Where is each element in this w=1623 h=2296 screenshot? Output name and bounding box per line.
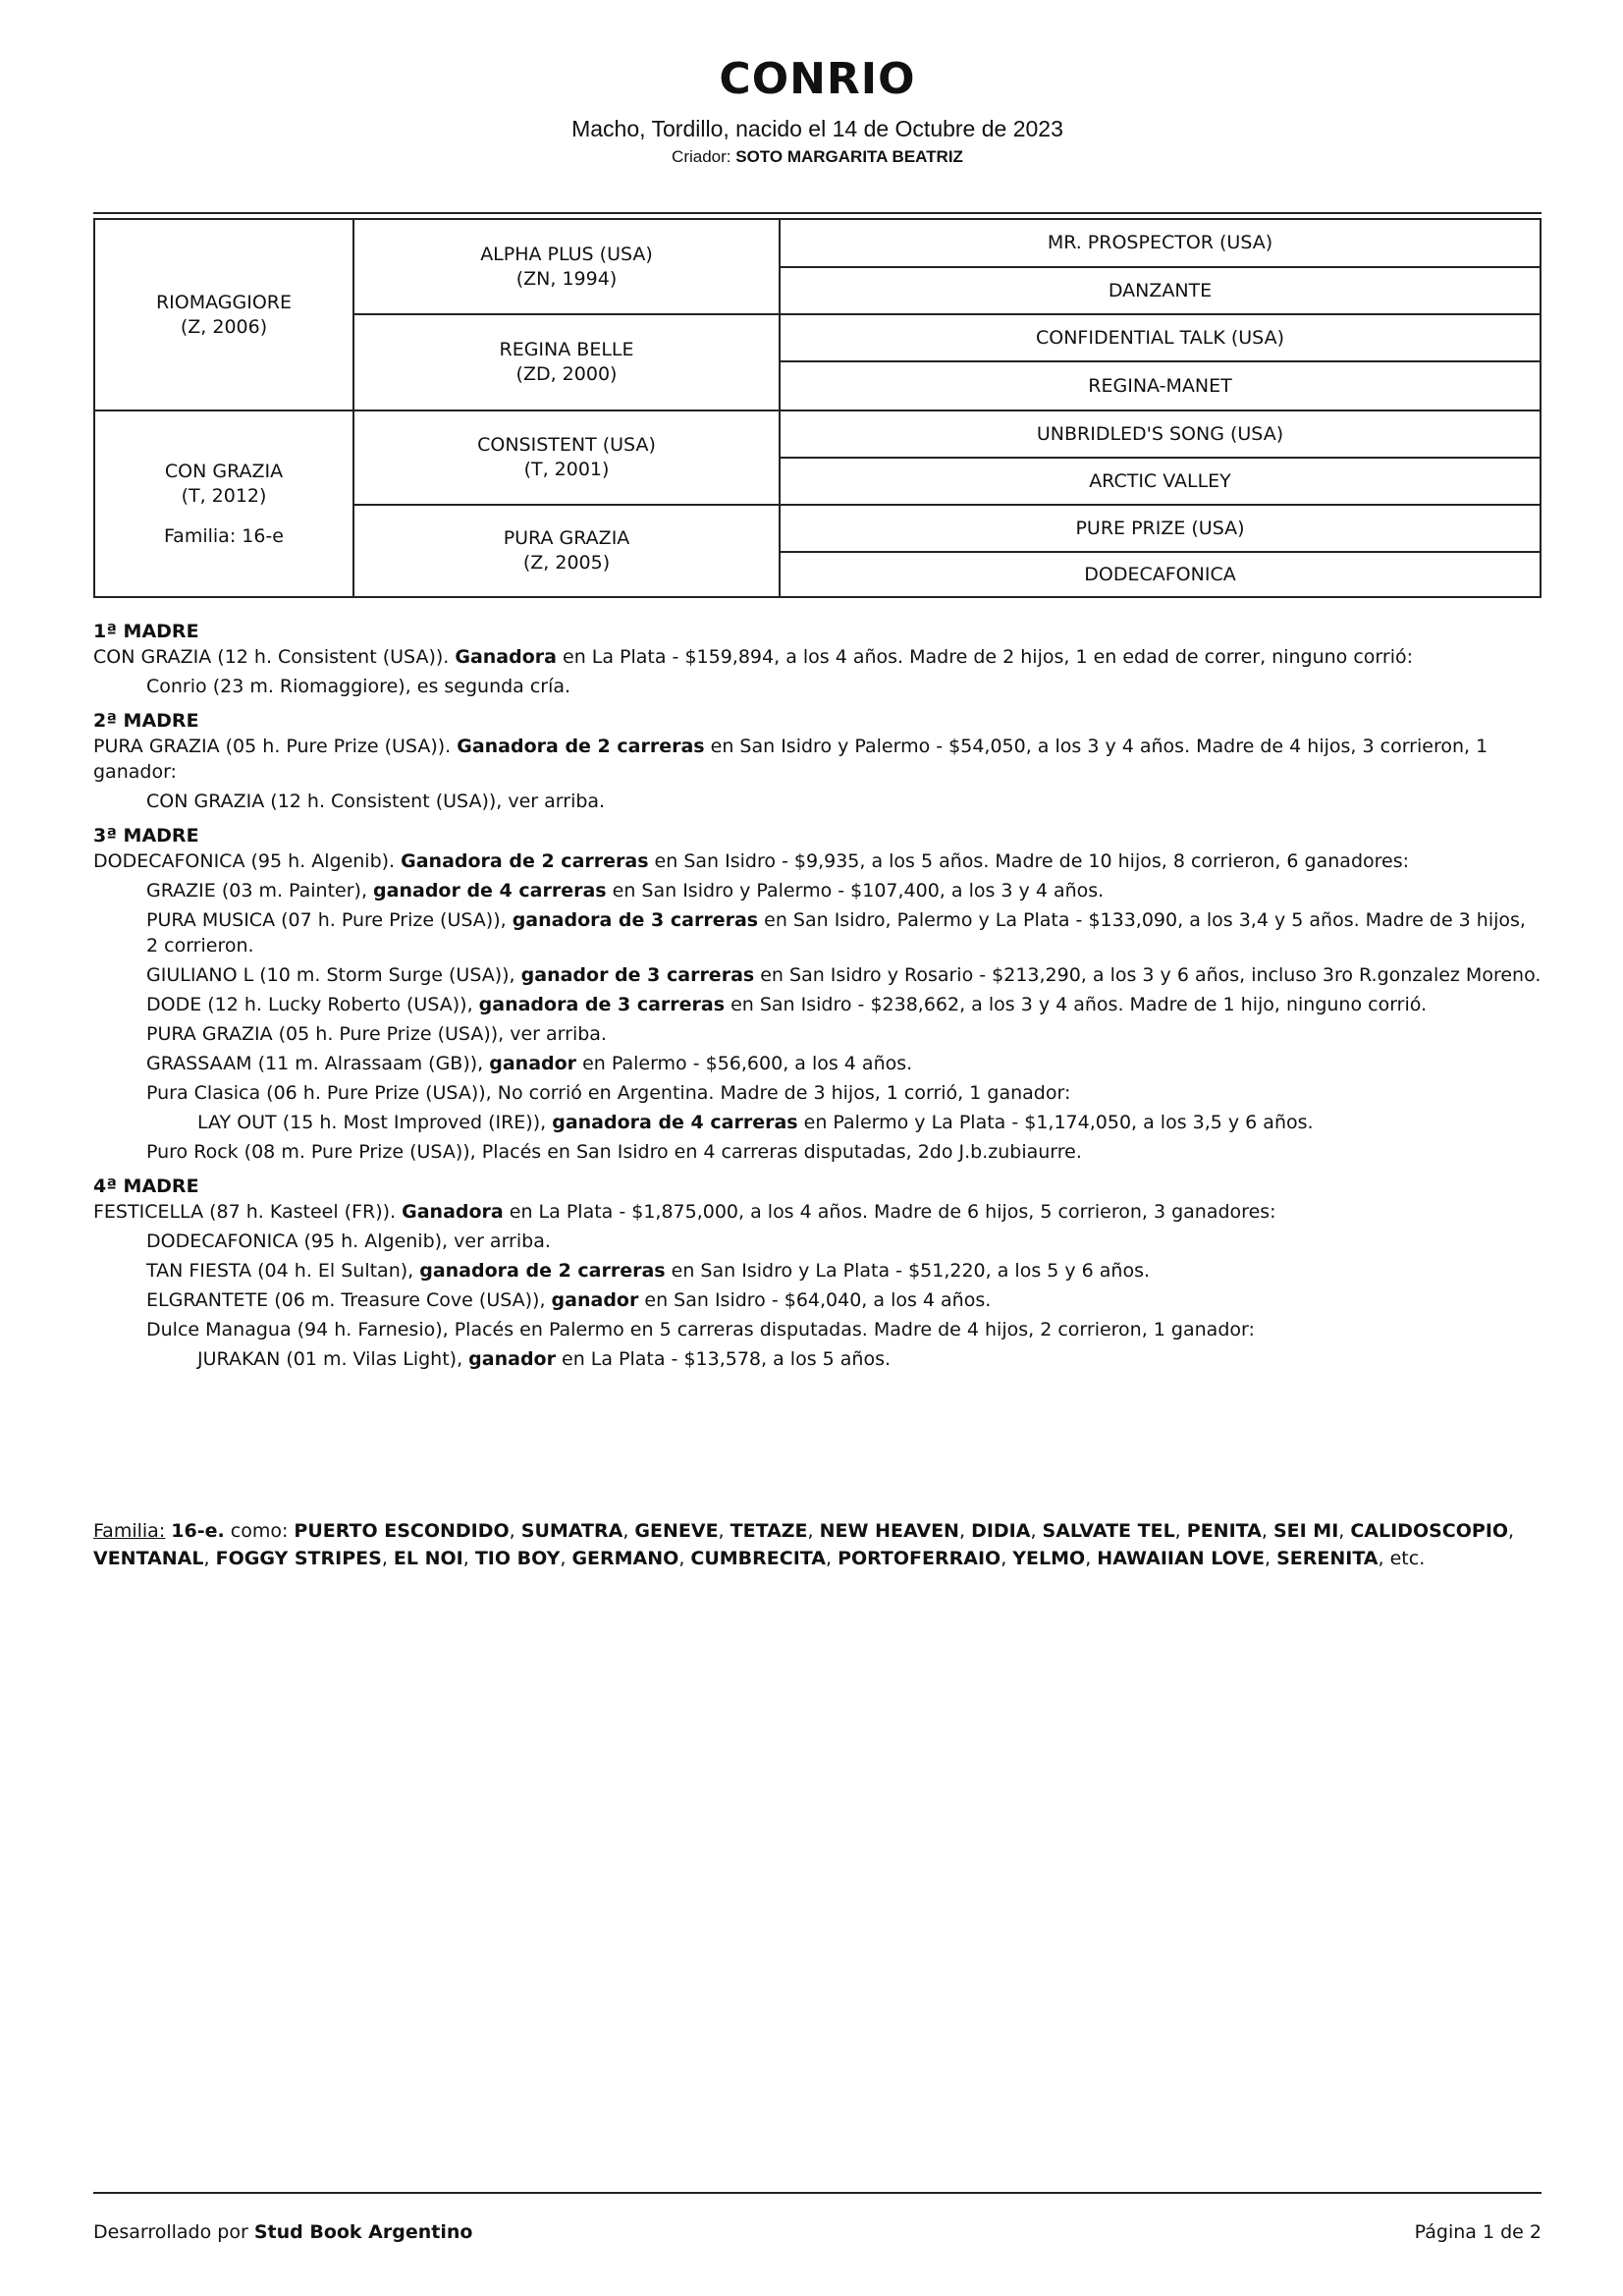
dam-entry: DODECAFONICA (95 h. Algenib). Ganadora de 2 carreras en San Isidro - $9,935, a los 5 años. Madre de 10 hijos, 8 corrieron, 6 ganadores: (93, 850, 1410, 872)
pedigree-g3-2: DANZANTE (779, 266, 1542, 315)
family-horse-name: GERMANO (571, 1548, 679, 1569)
sd-name: REGINA BELLE (499, 339, 634, 360)
pedigree-sire-sire (352, 218, 781, 315)
pedigree-g3-3: CONFIDENTIAL TALK (USA) (779, 313, 1542, 362)
family-horse-name: EL NOI (393, 1548, 463, 1569)
pedigree-sire (93, 218, 354, 411)
dam-entry: PURA GRAZIA (05 h. Pure Prize (USA)). Ganadora de 2 carreras en San Isidro y Palermo - $54,050, a los 3 y 4 años. Madre de 4 hijos, 3 corrieron, 1 ganador: (93, 736, 1488, 783)
offspring-entry: Pura Clasica (06 h. Pure Prize (USA)), No corrió en Argentina. Madre de 3 hijos, 1 corrió, 1 ganador: (146, 1082, 1071, 1104)
family-horse-name: VENTANAL (93, 1548, 204, 1569)
offspring-entry: Puro Rock (08 m. Pure Prize (USA)), Placés en San Isidro en 4 carreras disputadas, 2do J.b.zubiaurre. (146, 1141, 1082, 1163)
dam-family: Familia: 16-e (164, 524, 284, 547)
family-horse-name: PORTOFERRAIO (838, 1548, 1001, 1569)
family-horse-name: SUMATRA (520, 1520, 623, 1542)
offspring-entry: GIULIANO L (10 m. Storm Surge (USA)), ganador de 3 carreras en San Isidro y Rosario - $213,290, a los 3 y 6 años, incluso 3ro R.gonzalez Moreno. (146, 964, 1542, 986)
pedigree-g3-4: REGINA-MANET (779, 360, 1542, 411)
horse-description: Macho, Tordillo, nacido el 14 de Octubre de 2023 (571, 116, 1063, 141)
family-horse-name: NEW HEAVEN (819, 1520, 959, 1542)
family-horse-name: CALIDOSCOPIO (1350, 1520, 1509, 1542)
breeder-label: Criador: (672, 147, 731, 166)
family-horse-name: TIO BOY (474, 1548, 561, 1569)
breeder-name: SOTO MARGARITA BEATRIZ (735, 147, 963, 166)
offspring-entry: TAN FIESTA (04 h. El Sultan), ganadora de 2 carreras en San Isidro y La Plata - $51,220, a los 5 y 6 años. (146, 1260, 1151, 1282)
ds-info: (T, 2001) (523, 459, 610, 480)
offspring-entry: Conrio (23 m. Riomaggiore), es segunda cría. (146, 676, 571, 697)
family-como: como: (230, 1520, 289, 1542)
family-code: 16-e. (171, 1520, 225, 1542)
page-number: Página 1 de 2 (1414, 2221, 1542, 2243)
family-horse-name: PENITA (1186, 1520, 1262, 1542)
offspring-entry: GRASSAAM (11 m. Alrassaam (GB)), ganador en Palermo - $56,600, a los 4 años. (146, 1053, 913, 1074)
sire-name: RIOMAGGIORE (155, 291, 293, 313)
pedigree-g3-7: PURE PRIZE (USA) (779, 504, 1542, 553)
footer-divider (93, 2192, 1542, 2194)
pedigree-dam-sire (352, 410, 781, 506)
family-horse-name: HAWAIIAN LOVE (1097, 1548, 1265, 1569)
family-horse-name: TETAZE (730, 1520, 808, 1542)
family-horse-name: FOGGY STRIPES (215, 1548, 382, 1569)
pedigree-g3-6: ARCTIC VALLEY (779, 457, 1542, 506)
family-horse-name: CUMBRECITA (690, 1548, 826, 1569)
family-horse-name: YELMO (1012, 1548, 1086, 1569)
section-heading: 1ª MADRE (93, 621, 199, 642)
dd-info: (Z, 2005) (522, 552, 611, 574)
section-heading: 4ª MADRE (93, 1175, 199, 1197)
family-summary (93, 1517, 1542, 1572)
dam-name: CON GRAZIA (164, 460, 284, 482)
horse-name-title: CONRIO (719, 54, 916, 104)
family-horse-name: DIDIA (971, 1520, 1031, 1542)
offspring-entry: PURA MUSICA (07 h. Pure Prize (USA)), ganadora de 3 carreras en San Isidro, Palermo y La Plata - $133,090, a los 3,4 y 5 años. Madre de 3 hijos, 2 corrieron. (146, 909, 1526, 957)
ss-name: ALPHA PLUS (USA) (480, 243, 653, 265)
family-horse-list: PUERTO ESCONDIDO, SUMATRA, GENEVE, TETAZE, NEW HEAVEN, DIDIA, SALVATE TEL, PENITA, SEI MI, CALIDOSCOPIO, VENTANAL, FOGGY STRIPES, EL NOI, TIO BOY, GERMANO, CUMBRECITA, PORTOFERRAIO, YELMO, HAWAIIAN LOVE, SERENITA, (93, 1520, 1515, 1569)
offspring-entry: DODE (12 h. Lucky Roberto (USA)), ganadora de 3 carreras en San Isidro - $238,662, a los 3 y 4 años. Madre de 1 hijo, ninguno corrió. (146, 994, 1428, 1015)
pedigree-dam (93, 410, 354, 598)
family-label: Familia: (93, 1520, 166, 1542)
offspring-entry: ELGRANTETE (06 m. Treasure Cove (USA)), ganador en San Isidro - $64,040, a los 4 años. (146, 1289, 992, 1311)
sd-info: (ZD, 2000) (515, 363, 618, 385)
dam-entry: CON GRAZIA (12 h. Consistent (USA)). Ganadora en La Plata - $159,894, a los 4 años. Madre de 2 hijos, 1 en edad de correr, ninguno corrió: (93, 646, 1414, 668)
offspring-entry: GRAZIE (03 m. Painter), ganador de 4 carreras en San Isidro y Palermo - $107,400, a los 3 y 4 años. (146, 880, 1105, 902)
header-divider (93, 212, 1542, 214)
ds-name: CONSISTENT (USA) (477, 434, 656, 456)
offspring-entry: PURA GRAZIA (05 h. Pure Prize (USA)), ver arriba. (146, 1023, 607, 1045)
dam-section-1 (93, 619, 1542, 699)
pedigree-dam-dam (352, 504, 781, 598)
sire-info: (Z, 2006) (180, 315, 268, 338)
ss-info: (ZN, 1994) (515, 267, 618, 290)
document-page (93, 0, 1542, 2296)
grand-offspring-entry: LAY OUT (15 h. Most Improved (IRE)), ganadora de 4 carreras en Palermo y La Plata - $1,174,050, a los 3,5 y 6 años. (197, 1112, 1314, 1133)
family-horse-name: PUERTO ESCONDIDO (294, 1520, 510, 1542)
offspring-entry: DODECAFONICA (95 h. Algenib), ver arriba. (146, 1230, 551, 1252)
family-etc: etc. (1389, 1548, 1426, 1569)
pedigree-g3-1: MR. PROSPECTOR (USA) (779, 218, 1542, 268)
dam-entry: FESTICELLA (87 h. Kasteel (FR)). Ganadora en La Plata - $1,875,000, a los 4 años. Madre de 6 hijos, 5 corrieron, 3 ganadores: (93, 1201, 1276, 1223)
breeder-line (93, 147, 1542, 167)
dam-info: (T, 2012) (181, 484, 267, 507)
family-horse-name: SERENITA (1276, 1548, 1379, 1569)
family-horse-name: SALVATE TEL (1042, 1520, 1175, 1542)
section-heading: 2ª MADRE (93, 710, 199, 732)
dam-section-4 (93, 1174, 1542, 1372)
family-horse-name: GENEVE (634, 1520, 719, 1542)
female-line (93, 619, 1542, 1381)
pedigree-g3-8: DODECAFONICA (779, 551, 1542, 598)
pedigree-g3-5: UNBRIDLED'S SONG (USA) (779, 410, 1542, 459)
family-horse-name: SEI MI (1272, 1520, 1339, 1542)
pedigree-table (93, 218, 1542, 598)
grand-offspring-entry: JURAKAN (01 m. Vilas Light), ganador en La Plata - $13,578, a los 5 años. (197, 1348, 892, 1370)
dam-section-2 (93, 708, 1542, 814)
dam-section-3 (93, 823, 1542, 1165)
footer-credit: Desarrollado por Stud Book Argentino (93, 2221, 473, 2243)
dd-name: PURA GRAZIA (503, 527, 630, 549)
offspring-entry: Dulce Managua (94 h. Farnesio), Placés en Palermo en 5 carreras disputadas. Madre de 4 hijos, 2 corrieron, 1 ganador: (146, 1319, 1255, 1340)
offspring-entry: CON GRAZIA (12 h. Consistent (USA)), ver arriba. (146, 791, 606, 812)
footer-org: Stud Book Argentino (253, 2221, 473, 2243)
section-heading: 3ª MADRE (93, 825, 199, 847)
pedigree-sire-dam (352, 313, 781, 411)
